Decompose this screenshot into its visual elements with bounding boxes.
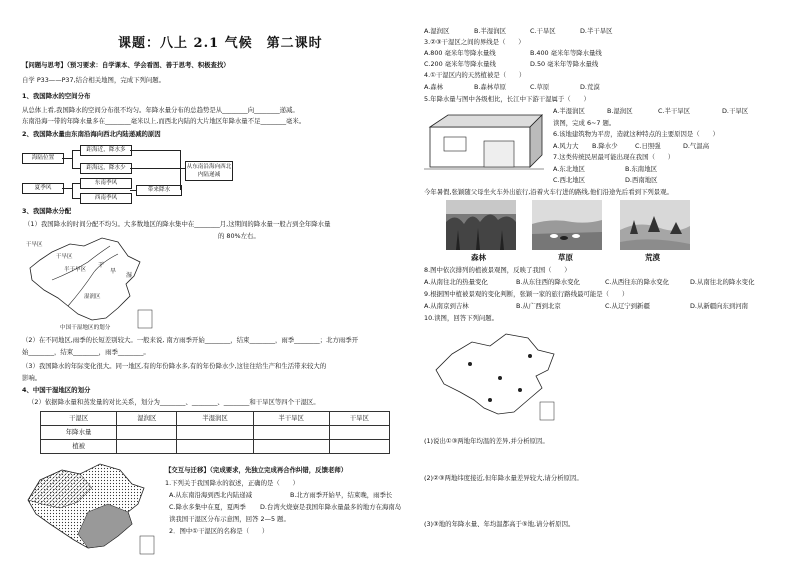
connector: [62, 158, 72, 159]
option-c[interactable]: C.西北地区: [553, 176, 586, 184]
option-c[interactable]: C.草原: [530, 83, 550, 91]
option-d[interactable]: D.西南地区: [625, 176, 658, 184]
question-7: 7.这类传统民居最可能出现在我国（ ）: [553, 153, 675, 161]
option-c[interactable]: C.降水多集中在夏，夏两季: [169, 503, 246, 511]
question-4: 4.①干湿区内的天然植被是（ ）: [424, 71, 526, 79]
table-cell[interactable]: [253, 426, 329, 440]
table-cell[interactable]: [329, 426, 389, 440]
map-label: 旱: [110, 268, 117, 275]
connector: [72, 198, 80, 199]
option-d[interactable]: D.从南往北的降水变化: [690, 278, 755, 286]
option-d[interactable]: D.台湾火烧寮是我国年降水量最多的地方在海南岛: [260, 503, 402, 511]
box-dai-lai-jiang-shui: 带来降水: [136, 185, 182, 196]
option-b[interactable]: B.从东往西的降水变化: [516, 278, 580, 286]
question-5: 5.年降水量与图中各级相比，长江中下游干湿属于（ ）: [424, 95, 590, 103]
map-label: 半干旱区: [64, 267, 87, 273]
s1-p2: 东南沿海一带的年降水量多在________毫米以上,而西北内陆的大片地区年降水量不足________毫米。: [22, 117, 306, 125]
table-cell[interactable]: [117, 440, 177, 454]
table-cell[interactable]: [177, 426, 253, 440]
exchange-q1: 1.下列关于我国降水的叙述，正确的是（ ）: [165, 479, 299, 487]
traditional-house-sketch: [424, 107, 544, 173]
exchange-q2: 2．图中①干湿区的名称是（ ）: [169, 527, 269, 535]
s4-heading: 4、中国干湿地区的划分: [22, 386, 91, 394]
box-result: 从东南沿海向西北内陆递减: [185, 161, 233, 181]
connector: [62, 188, 72, 189]
option-d[interactable]: D.50 毫米年等降水量线: [530, 60, 599, 68]
question-8-intro: 今年暑假,张颖随父母坐火车外出旅行,沿着火车行进的路线,他们沿途先后看到下列景观。: [424, 188, 673, 196]
option-c[interactable]: C.200 毫米年等降水量线: [424, 60, 496, 68]
option-a[interactable]: A.800 毫米年等降水量线: [424, 49, 496, 57]
sub-question-1: (1)说出①③两地年均温的差异,并分析原因。: [424, 437, 549, 445]
option-d[interactable]: D.从新疆向东到河南: [690, 302, 749, 310]
connector: [72, 150, 73, 169]
map-label: 湿润区: [84, 294, 101, 300]
grassland-label: 草原: [558, 253, 573, 262]
question-8: 8.图中依次排列的植被景观图，反映了我国（ ）: [424, 266, 571, 274]
question-9: 9.根据图中植被景观的变化判断，张颖一家的旅行路线最可能是（ ）: [424, 290, 629, 298]
box-xi-nan-ji-feng: 西南季风: [80, 193, 132, 204]
option-a[interactable]: A.从南往北的热量变化: [424, 278, 488, 286]
option-b[interactable]: B.森林草原: [474, 83, 506, 91]
desert-label: 荒漠: [645, 253, 660, 262]
read-hint: 读图，完成 6~7 题。: [553, 119, 616, 127]
s1-heading: 1、我国降水的空间分布: [22, 92, 91, 100]
option-a[interactable]: A.东北地区: [553, 165, 585, 173]
china-dry-wet-map: [22, 232, 162, 332]
map-label: 干: [98, 262, 105, 269]
sub-question-2: (2)②③两地纬度接近,但年降水量差异较大,请分析原因。: [424, 474, 583, 482]
s3-heading: 3、我国降水分配: [22, 207, 72, 215]
exchange-heading: 【交互与迁移】（完成要求，先独立完成再合作纠错，反馈老师）: [165, 466, 348, 474]
sub-question-3: (3)③地的年降水量、年均温都高于⑤地,请分析原因。: [424, 520, 575, 528]
option-d[interactable]: D.荒漠: [580, 83, 600, 91]
option-b[interactable]: B.400 毫米年等降水量线: [530, 49, 602, 57]
option-a[interactable]: A.从东南沿海到西北内陆递减: [169, 491, 252, 499]
box-ju-hai-yuan: 距海远，降水少: [80, 163, 132, 174]
option-b[interactable]: B.从广西到北京: [516, 302, 561, 310]
question-3: 3.②③干湿区之间的界线是（ ）: [424, 38, 525, 46]
connector: [130, 190, 136, 191]
map-label: 干旱区: [56, 254, 73, 260]
table-header: 半湿润区: [177, 412, 253, 426]
connector: [130, 150, 180, 151]
connector: [72, 150, 80, 151]
table-header: 干旱区: [329, 412, 389, 426]
exchange-read-prompt: 读我国干湿区分布示意图，回答 2—5 题。: [169, 515, 290, 523]
box-xia-ji-feng: 夏季风: [22, 183, 64, 194]
intro-line: [22, 61, 230, 69]
map-label: 干旱区: [26, 242, 43, 248]
table-cell[interactable]: [117, 426, 177, 440]
s3-q3: （3）我国降水的年际变化很大。同一地区,有的年份降水多,有的年份降水少,这往往给生产和生活带来较大的: [22, 362, 327, 370]
connector: [72, 168, 80, 169]
s1-p1: 从总体上看,我国降水的空间分布很不均匀。年降水量分布的总趋势是从________向________递减。: [22, 106, 299, 114]
page-title: 课题：八上 2.1 气候 第二课时: [118, 36, 323, 51]
option-d[interactable]: D.半干旱区: [580, 27, 613, 35]
table-row-label: 植被: [41, 440, 117, 454]
option-c[interactable]: C.半干旱区: [658, 107, 691, 115]
table-header: 半干旱区: [253, 412, 329, 426]
table-cell[interactable]: [177, 440, 253, 454]
s3-q1: （1）我国降水的时间分配不均匀。大多数地区的降水集中在________月,这期间的降水量一般占到全年降水量: [24, 220, 331, 228]
s2-heading: 2、我国降水量由东南沿海向西北内陆递减的原因: [22, 130, 161, 138]
question-6: 6.该地建筑物为平房，造就这种特点的主要原因是（ ）: [553, 130, 719, 138]
option-a[interactable]: A.半湿润区: [553, 107, 585, 115]
option-b[interactable]: B.北方雨季开始早，结束晚，雨季长: [290, 491, 393, 499]
option-a[interactable]: A.风力大: [553, 142, 579, 150]
map-label: 湿: [126, 272, 133, 279]
option-a[interactable]: A.从南京到吉林: [424, 302, 469, 310]
table-cell[interactable]: [329, 440, 389, 454]
intro-requirement: （预习要求：自学课本、学会看图、善于思考、积极查找）: [66, 61, 230, 69]
map-caption: 中国干湿地区的划分: [60, 325, 111, 331]
s4-q1: （2）依据降水量和蒸发量的对比关系，划分为________、________、________和干旱区等四个干湿区。: [28, 398, 320, 406]
s3-q2: （2）在不同地区,雨季的长短差别较大。一般来说, 南方雨季开始________，结束________，雨季________；北方雨季开: [22, 336, 359, 344]
option-c[interactable]: C.日照强: [635, 142, 661, 150]
box-hai-lu-wei-zhi: 海陆位置: [22, 153, 64, 164]
option-a[interactable]: A.森林: [424, 83, 444, 91]
s3-q2b: 始________，结束________，雨季________。: [22, 348, 150, 356]
china-outline-map: [430, 326, 570, 426]
table-row-label: 年降水量: [41, 426, 117, 440]
connector: [72, 183, 73, 198]
option-a[interactable]: A.湿润区: [424, 27, 450, 35]
option-b[interactable]: B.降水少: [592, 142, 618, 150]
option-b[interactable]: B.湿润区: [607, 107, 633, 115]
box-dong-nan-ji-feng: 东南季风: [80, 178, 132, 189]
table-header: 干湿区: [41, 412, 117, 426]
option-d[interactable]: D.干旱区: [722, 107, 749, 115]
table-header: 湿润区: [117, 412, 177, 426]
option-c[interactable]: C.干旱区: [530, 27, 556, 35]
intro-instruction: 自学 P33——P37,结合相关地图，完成下列问题。: [22, 76, 166, 84]
forest-photo: [446, 200, 516, 250]
dry-wet-region-map: [22, 458, 162, 558]
connector: [180, 150, 181, 190]
option-b[interactable]: B.东南地区: [625, 165, 657, 173]
intro-heading: 【问题与思考】: [22, 61, 67, 69]
connector: [130, 168, 185, 169]
question-10: 10.读图，回答下列问题。: [424, 314, 499, 322]
table-row: [41, 440, 390, 454]
desert-photo: [620, 200, 690, 250]
option-d[interactable]: D.气温高: [683, 142, 710, 150]
dry-wet-table: [40, 411, 390, 454]
option-c[interactable]: C.从西往东的降水变化: [605, 278, 670, 286]
table-cell[interactable]: [253, 440, 329, 454]
connector: [72, 183, 80, 184]
forest-label: 森林: [471, 253, 486, 262]
s3-q3b: 影响。: [22, 374, 42, 382]
table-row: [41, 426, 390, 440]
s3-q1b: 的 80%左右。: [218, 232, 260, 240]
option-c[interactable]: C.从辽宁到新疆: [605, 302, 650, 310]
box-ju-hai-jin: 距海近，降水多: [80, 145, 132, 156]
option-b[interactable]: B.半湿润区: [474, 27, 506, 35]
grassland-photo: [532, 200, 602, 250]
